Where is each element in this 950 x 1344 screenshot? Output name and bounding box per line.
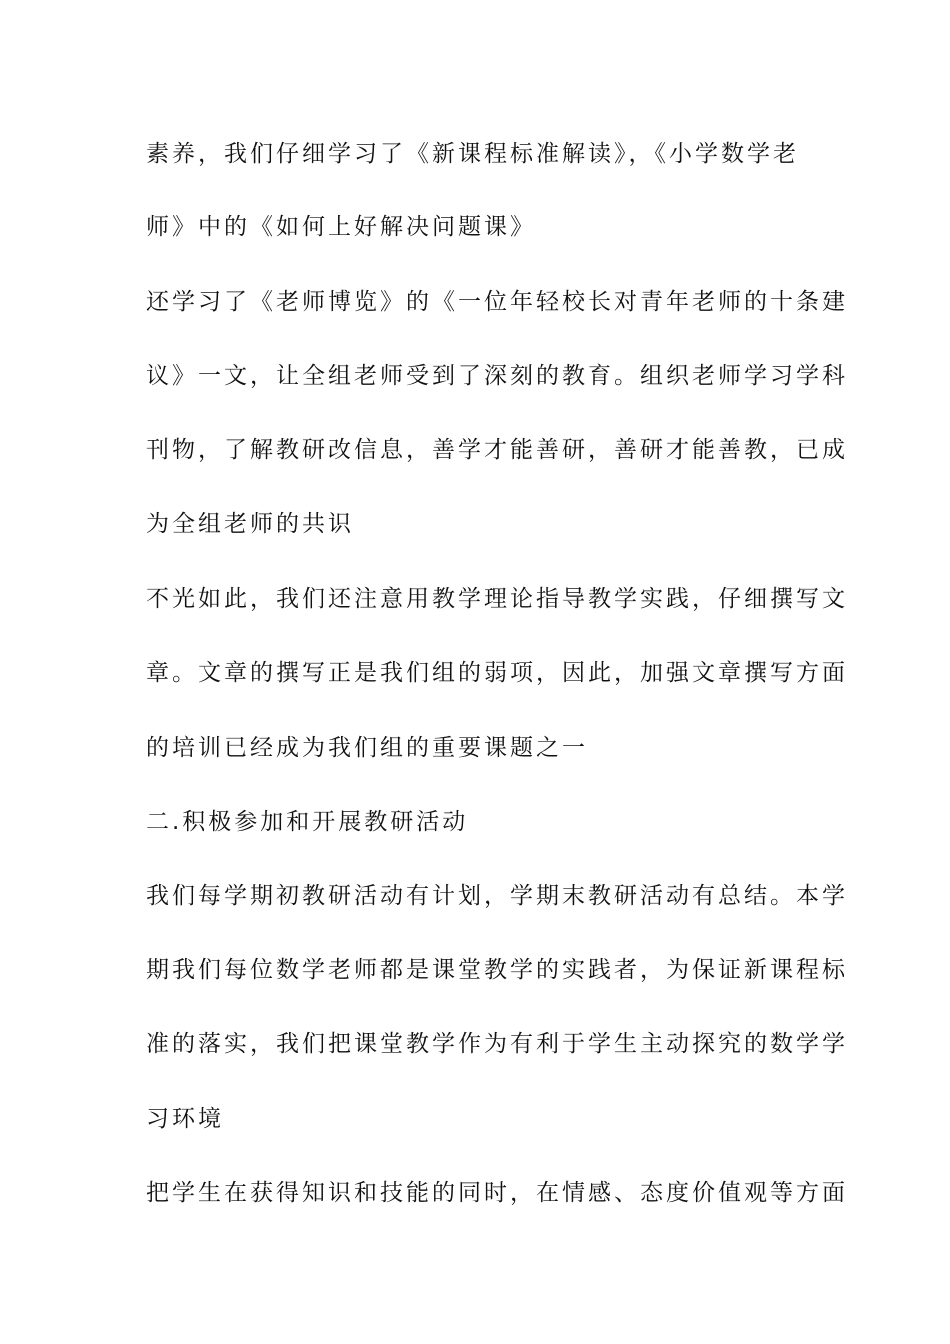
text-line: 议》一文，让全组老师受到了深刻的教育。组织老师学习学科 bbox=[146, 363, 848, 389]
section-heading: 二.积极参加和开展教研活动 bbox=[146, 809, 469, 835]
text-line: 刊物，了解教研改信息，善学才能善研，善研才能善教，已成 bbox=[146, 437, 848, 463]
text-line: 的培训已经成为我们组的重要课题之一 bbox=[146, 735, 588, 761]
text-line: 不光如此，我们还注意用教学理论指导教学实践，仔细撰写文 bbox=[146, 586, 848, 612]
text-line: 准的落实，我们把课堂教学作为有利于学生主动探究的数学学 bbox=[146, 1031, 848, 1057]
text-line: 期我们每位数学老师都是课堂教学的实践者，为保证新课程标 bbox=[146, 957, 848, 983]
text-line: 习环境 bbox=[146, 1106, 224, 1132]
text-line: 我们每学期初教研活动有计划，学期末教研活动有总结。本学 bbox=[146, 883, 848, 909]
text-line: 还学习了《老师博览》的《一位年轻校长对青年老师的十条建 bbox=[146, 289, 848, 315]
text-line: 师》中的《如何上好解决问题课》 bbox=[146, 214, 536, 240]
text-line: 把学生在获得知识和技能的同时，在情感、态度价值观等方面 bbox=[146, 1180, 848, 1206]
text-line: 素养，我们仔细学习了《新课程标准解读》，《小学数学老 bbox=[146, 141, 799, 167]
text-line: 章。文章的撰写正是我们组的弱项，因此，加强文章撰写方面 bbox=[146, 660, 848, 686]
text-line: 为全组老师的共识 bbox=[146, 511, 354, 537]
